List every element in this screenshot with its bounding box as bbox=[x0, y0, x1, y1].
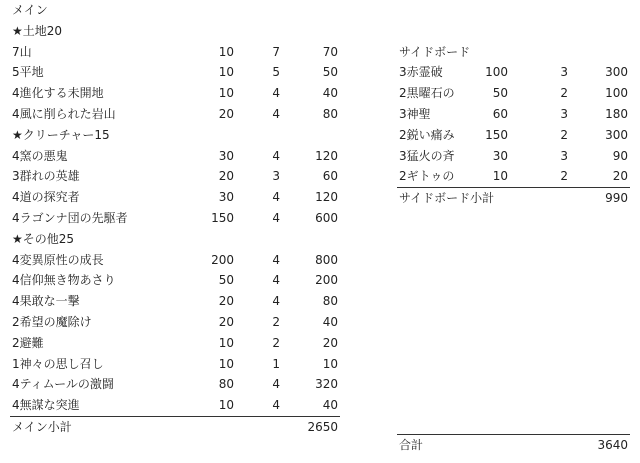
table-row bbox=[10, 291, 340, 312]
card-name: 2希望の魔除け bbox=[12, 314, 92, 329]
table-row bbox=[10, 187, 340, 208]
grand-total-value: 3640 bbox=[597, 438, 628, 452]
card-name: 4ティムールの激闘 bbox=[12, 377, 114, 392]
card-name: 2黒曜石の bbox=[399, 86, 455, 101]
table-row bbox=[10, 42, 340, 63]
table-row bbox=[10, 104, 340, 125]
unit-price: 150 bbox=[485, 127, 508, 142]
table-row bbox=[10, 395, 340, 416]
section-title-row bbox=[10, 21, 340, 42]
card-count: 2 bbox=[272, 314, 280, 329]
row-total: 320 bbox=[315, 377, 338, 392]
unit-price: 150 bbox=[211, 210, 234, 225]
unit-price: 60 bbox=[492, 106, 508, 121]
table-row bbox=[10, 354, 340, 375]
card-name: 7山 bbox=[12, 44, 32, 59]
card-count: 4 bbox=[272, 252, 280, 267]
row-total: 90 bbox=[612, 148, 628, 163]
row-total: 40 bbox=[322, 398, 338, 413]
row-total: 300 bbox=[605, 65, 628, 80]
table-row bbox=[10, 62, 340, 83]
table-row bbox=[10, 270, 340, 291]
card-count: 4 bbox=[272, 273, 280, 288]
table-row bbox=[10, 250, 340, 271]
row-total: 800 bbox=[315, 252, 338, 267]
table-row bbox=[10, 166, 340, 187]
table-row bbox=[397, 125, 630, 146]
unit-price: 30 bbox=[492, 148, 508, 163]
sideboard-subtotal-value: 990 bbox=[605, 191, 628, 206]
unit-price: 20 bbox=[218, 169, 234, 184]
sideboard-header-row bbox=[397, 42, 630, 63]
table-row bbox=[397, 146, 630, 167]
card-count: 2 bbox=[560, 169, 568, 184]
card-count: 5 bbox=[272, 65, 280, 80]
row-total: 80 bbox=[322, 106, 338, 121]
row-total: 80 bbox=[322, 294, 338, 309]
table-row bbox=[10, 374, 340, 395]
section-title-lands: ★土地20 bbox=[12, 23, 63, 38]
table-row bbox=[10, 312, 340, 333]
unit-price: 20 bbox=[218, 314, 234, 329]
unit-price: 10 bbox=[218, 398, 234, 413]
unit-price: 20 bbox=[218, 106, 234, 121]
card-name: 4道の探究者 bbox=[12, 190, 80, 205]
section-title-others: ★その他25 bbox=[12, 231, 75, 246]
card-name: 3赤霊破 bbox=[399, 65, 443, 80]
unit-price: 10 bbox=[218, 44, 234, 59]
card-count: 4 bbox=[272, 377, 280, 392]
sideboard-header: サイドボード bbox=[399, 44, 471, 59]
unit-price: 10 bbox=[218, 86, 234, 101]
main-subtotal-row bbox=[10, 416, 340, 438]
grand-total-label: 合計 bbox=[399, 438, 424, 452]
card-count: 2 bbox=[560, 86, 568, 101]
row-total: 180 bbox=[605, 106, 628, 121]
card-count: 2 bbox=[272, 335, 280, 350]
unit-price: 30 bbox=[218, 190, 234, 205]
card-name: 3猛火の斉 bbox=[399, 148, 455, 163]
card-name: 4ラゴンナ団の先駆者 bbox=[12, 210, 128, 225]
card-name: 4果敢な一撃 bbox=[12, 294, 80, 309]
unit-price: 30 bbox=[218, 148, 234, 163]
unit-price: 10 bbox=[218, 335, 234, 350]
card-count: 2 bbox=[560, 127, 568, 142]
card-count: 1 bbox=[272, 356, 280, 371]
table-row bbox=[397, 166, 630, 187]
card-name: 2ギトゥの bbox=[399, 169, 455, 184]
card-name: 5平地 bbox=[12, 65, 44, 80]
main-deck-table bbox=[10, 0, 340, 438]
table-row bbox=[397, 62, 630, 83]
sideboard-subtotal-row bbox=[397, 187, 630, 209]
section-title-creatures: ★クリーチャー15 bbox=[12, 127, 110, 142]
card-name: 2鋭い痛み bbox=[399, 127, 455, 142]
unit-price: 10 bbox=[218, 65, 234, 80]
unit-price: 20 bbox=[218, 294, 234, 309]
card-count: 3 bbox=[272, 169, 280, 184]
card-name: 4風に削られた岩山 bbox=[12, 106, 116, 121]
section-title-row bbox=[10, 125, 340, 146]
row-total: 600 bbox=[315, 210, 338, 225]
row-total: 60 bbox=[322, 169, 338, 184]
card-count: 4 bbox=[272, 210, 280, 225]
card-count: 7 bbox=[272, 44, 280, 59]
unit-price: 100 bbox=[485, 65, 508, 80]
card-count: 4 bbox=[272, 294, 280, 309]
table-row bbox=[10, 83, 340, 104]
card-count: 3 bbox=[560, 106, 568, 121]
card-name: 4窯の悪鬼 bbox=[12, 148, 68, 163]
card-name: 3群れの英雄 bbox=[12, 169, 80, 184]
main-subtotal-value: 2650 bbox=[307, 419, 338, 434]
unit-price: 10 bbox=[492, 169, 508, 184]
card-count: 3 bbox=[560, 148, 568, 163]
table-row bbox=[397, 83, 630, 104]
row-total: 100 bbox=[605, 86, 628, 101]
sideboard-subtotal-label: サイドボード小計 bbox=[399, 191, 495, 206]
unit-price: 200 bbox=[211, 252, 234, 267]
grand-total-row bbox=[397, 434, 630, 455]
card-name: 4信仰無き物あさり bbox=[12, 273, 116, 288]
row-total: 20 bbox=[322, 335, 338, 350]
row-total: 40 bbox=[322, 314, 338, 329]
card-count: 4 bbox=[272, 106, 280, 121]
card-count: 4 bbox=[272, 148, 280, 163]
card-count: 4 bbox=[272, 86, 280, 101]
unit-price: 10 bbox=[218, 356, 234, 371]
table-row bbox=[10, 146, 340, 167]
card-name: 2避難 bbox=[12, 335, 44, 350]
row-total: 120 bbox=[315, 190, 338, 205]
main-subtotal-label: メイン小計 bbox=[12, 419, 72, 434]
row-total: 50 bbox=[322, 65, 338, 80]
row-total: 10 bbox=[322, 356, 338, 371]
card-count: 4 bbox=[272, 190, 280, 205]
row-total: 300 bbox=[605, 127, 628, 142]
row-total: 200 bbox=[315, 273, 338, 288]
unit-price: 80 bbox=[218, 377, 234, 392]
section-title-row bbox=[10, 229, 340, 250]
card-name: 4進化する未開地 bbox=[12, 86, 104, 101]
card-name: 1神々の思し召し bbox=[12, 356, 104, 371]
unit-price: 50 bbox=[492, 86, 508, 101]
card-name: 4無謀な突進 bbox=[12, 398, 80, 413]
table-row bbox=[10, 208, 340, 229]
unit-price: 50 bbox=[218, 273, 234, 288]
main-header-row bbox=[10, 0, 340, 21]
card-name: 4変異原性の成長 bbox=[12, 252, 104, 267]
sideboard-table bbox=[397, 0, 630, 209]
row-total: 20 bbox=[612, 169, 628, 184]
card-count: 3 bbox=[560, 65, 568, 80]
row-total: 70 bbox=[322, 44, 338, 59]
main-header: メイン bbox=[12, 3, 48, 17]
card-name: 3神聖 bbox=[399, 106, 431, 121]
table-row bbox=[397, 104, 630, 125]
card-count: 4 bbox=[272, 398, 280, 413]
table-row bbox=[10, 333, 340, 354]
row-total: 40 bbox=[322, 86, 338, 101]
row-total: 120 bbox=[315, 148, 338, 163]
